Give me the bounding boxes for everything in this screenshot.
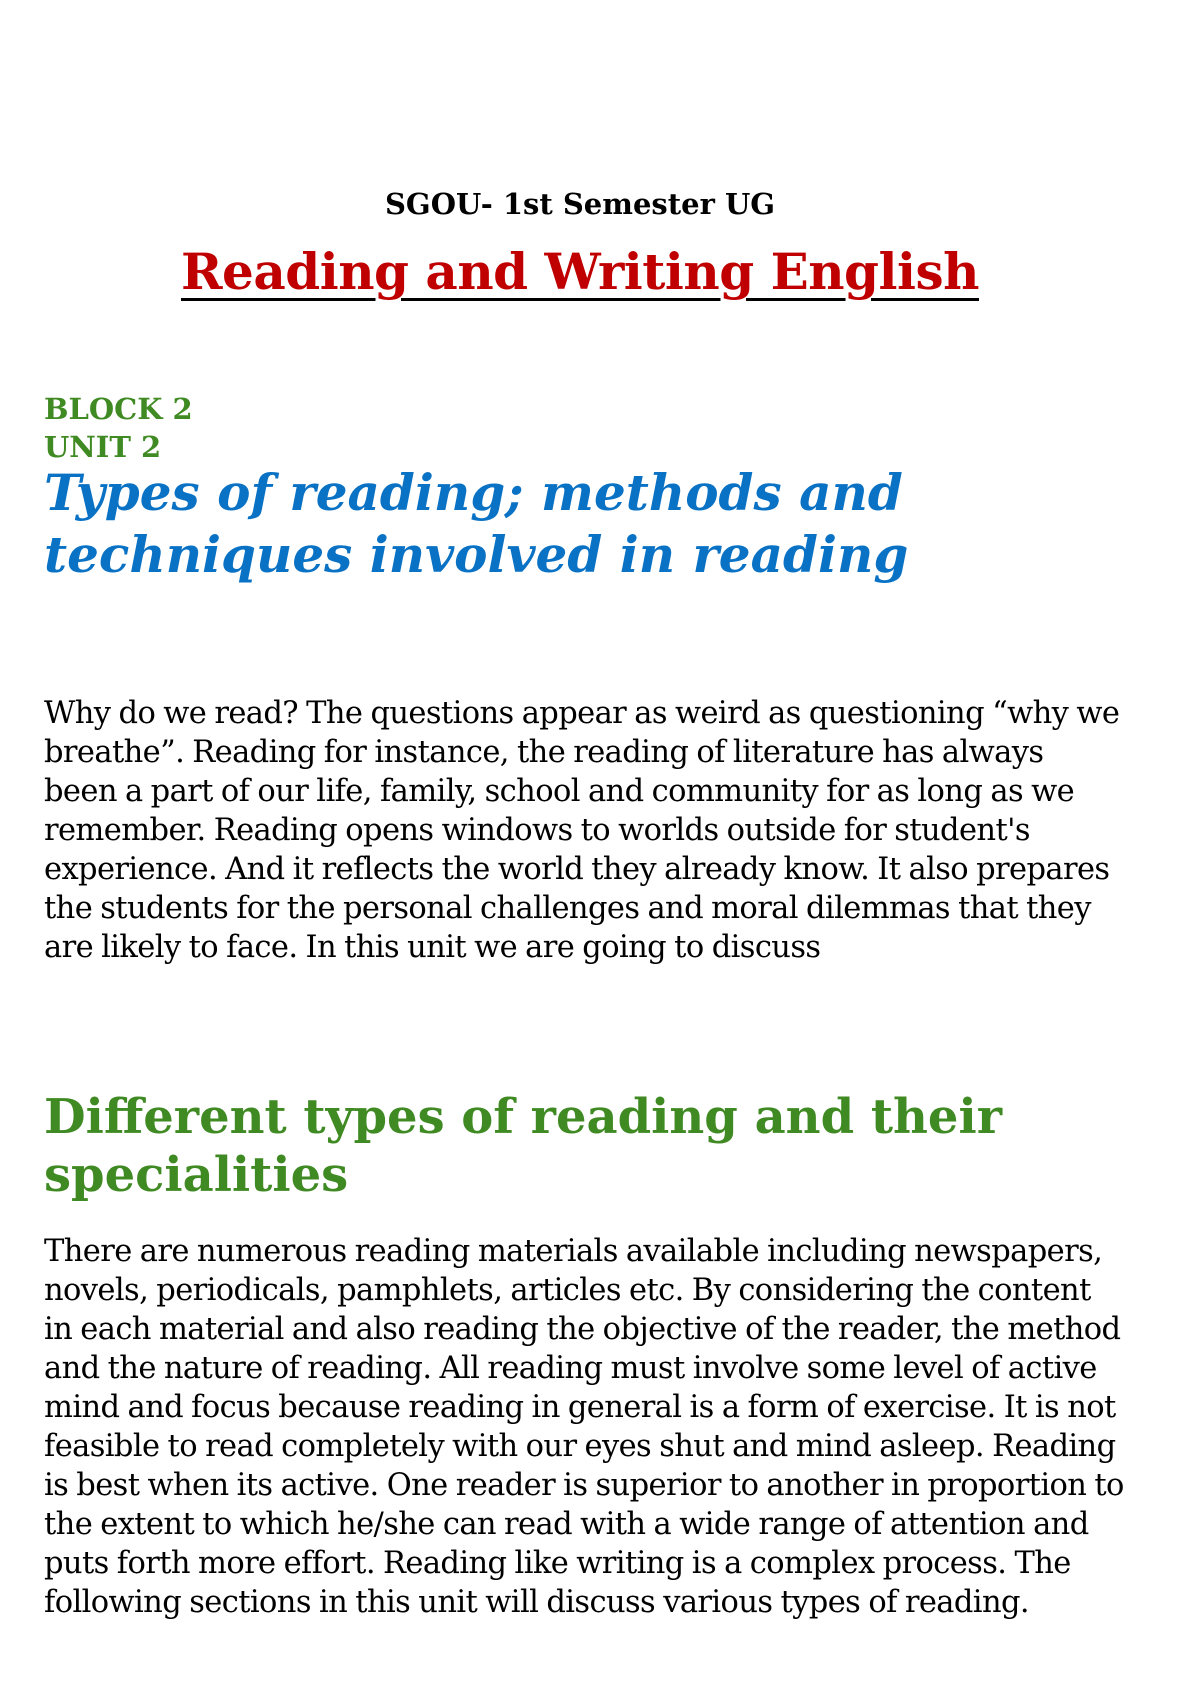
block-label: BLOCK 2 — [44, 392, 193, 426]
course-header: SGOU- 1st Semester UG — [384, 187, 775, 221]
section-paragraph: There are numerous reading materials available including newspapers, novels, periodicals, pamphlets, articles etc. By considering the content in each material and also reading the objective of the reader, the method and the nature of reading. All reading must involve some level of active mind and focus because reading in general is a form of exercise. It is not feasible to read completely with our eyes shut and mind asleep. Reading is best when its active. One reader is superior to another in proportion to the extent to which he/she can read with a wide range of attention and puts forth more effort. Reading like writing is a complex process. The following sections in this unit will discuss various types of reading. — [44, 1234, 1124, 1620]
section-heading: Different types of reading and their specialities — [44, 1089, 1002, 1203]
document-title: Reading and Writing English — [180, 242, 980, 301]
unit-label: UNIT 2 — [44, 430, 162, 464]
intro-paragraph: Why do we read? The questions appear as weird as questioning “why we breathe”. Reading for instance, the reading of literature has always been a part of our life, family, school and community for as long as we remember. Reading opens windows to worlds outside for student's experience. And it reflects the world they already know. It also prepares the students for the personal challenges and moral dilemmas that they are likely to face. In this unit we are going to discuss — [44, 696, 1120, 965]
unit-title: Types of reading; methods and techniques involved in reading — [44, 463, 909, 584]
